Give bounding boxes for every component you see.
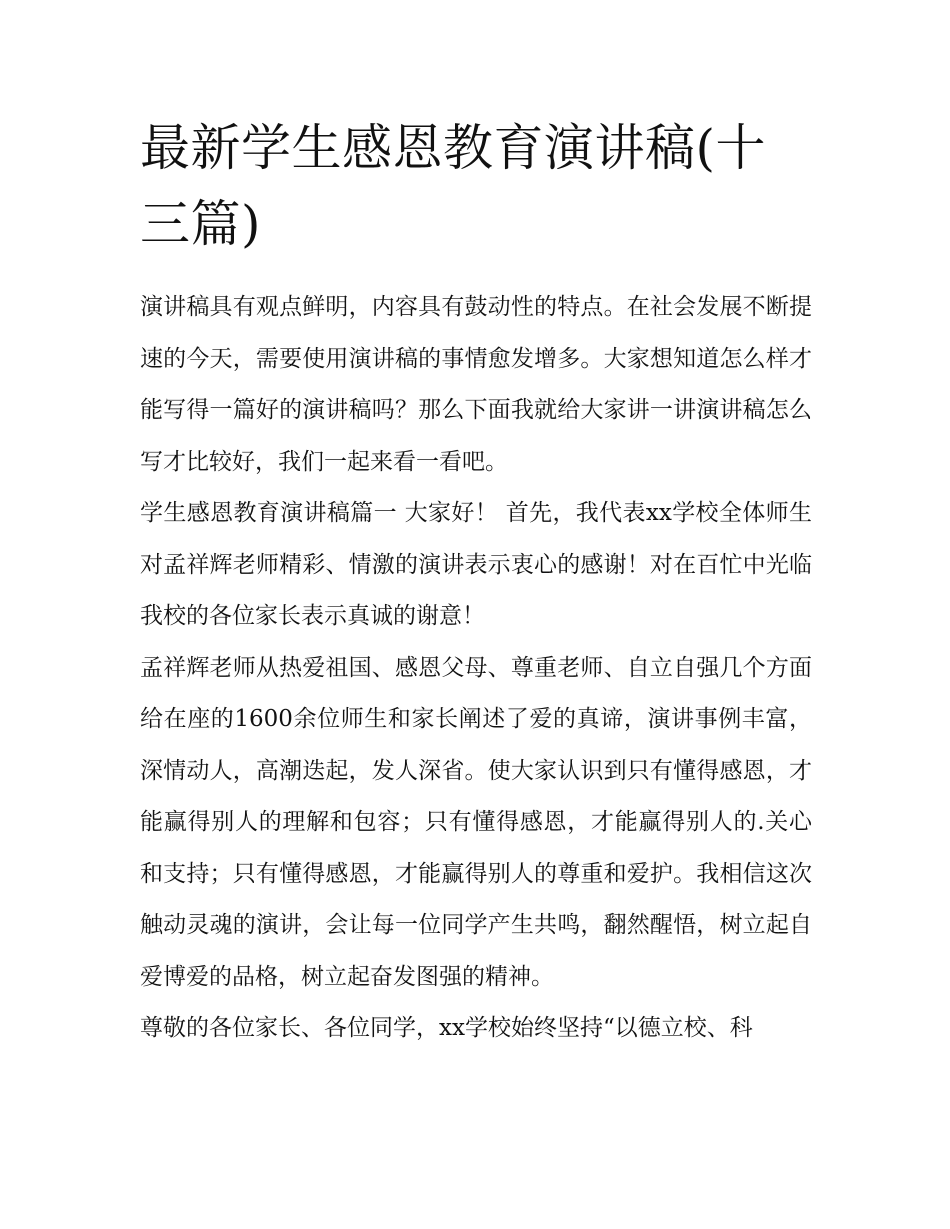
paragraph-speech-body: 孟祥辉老师从热爱祖国、感恩父母、尊重老师、自立自强几个方面给在座的1600余位师生和家长阐述了爱的真谛，演讲事例丰富，深情动人，高潮迭起，发人深省。使大家认识到只有懂得感恩，才能赢得别人的理解和包容；只有懂得感恩，才能赢得别人的.关心和支持；只有懂得感恩，才能赢得别人的尊重和爱护。我相信这次触动灵魂的演讲，会让每一位同学产生共鸣，翻然醒悟，树立起自爱博爱的品格，树立起奋发图强的精神。 — [140, 654, 812, 990]
document-title: 最新学生感恩教育演讲稿(十三篇) — [140, 119, 767, 253]
paragraph-speech-one: 学生感恩教育演讲稿篇一 大家好！ 首先，我代表xx学校全体师生对孟祥辉老师精彩、情激的演讲表示衷心的感谢！对在百忙中光临我校的各位家长表示真诚的谢意！ — [140, 500, 812, 629]
document-page — [140, 110, 812, 1055]
paragraph-speech-continued: 尊敬的各位家长、各位同学，xx学校始终坚持“以德立校、科 — [140, 1015, 753, 1041]
paragraph-intro: 演讲稿具有观点鲜明，内容具有鼓动性的特点。在社会发展不断提速的今天，需要使用演讲稿的事情愈发增多。大家想知道怎么样才能写得一篇好的演讲稿吗？那么下面我就给大家讲一讲演讲稿怎么写才比较好，我们一起来看一看吧。 — [140, 294, 812, 475]
